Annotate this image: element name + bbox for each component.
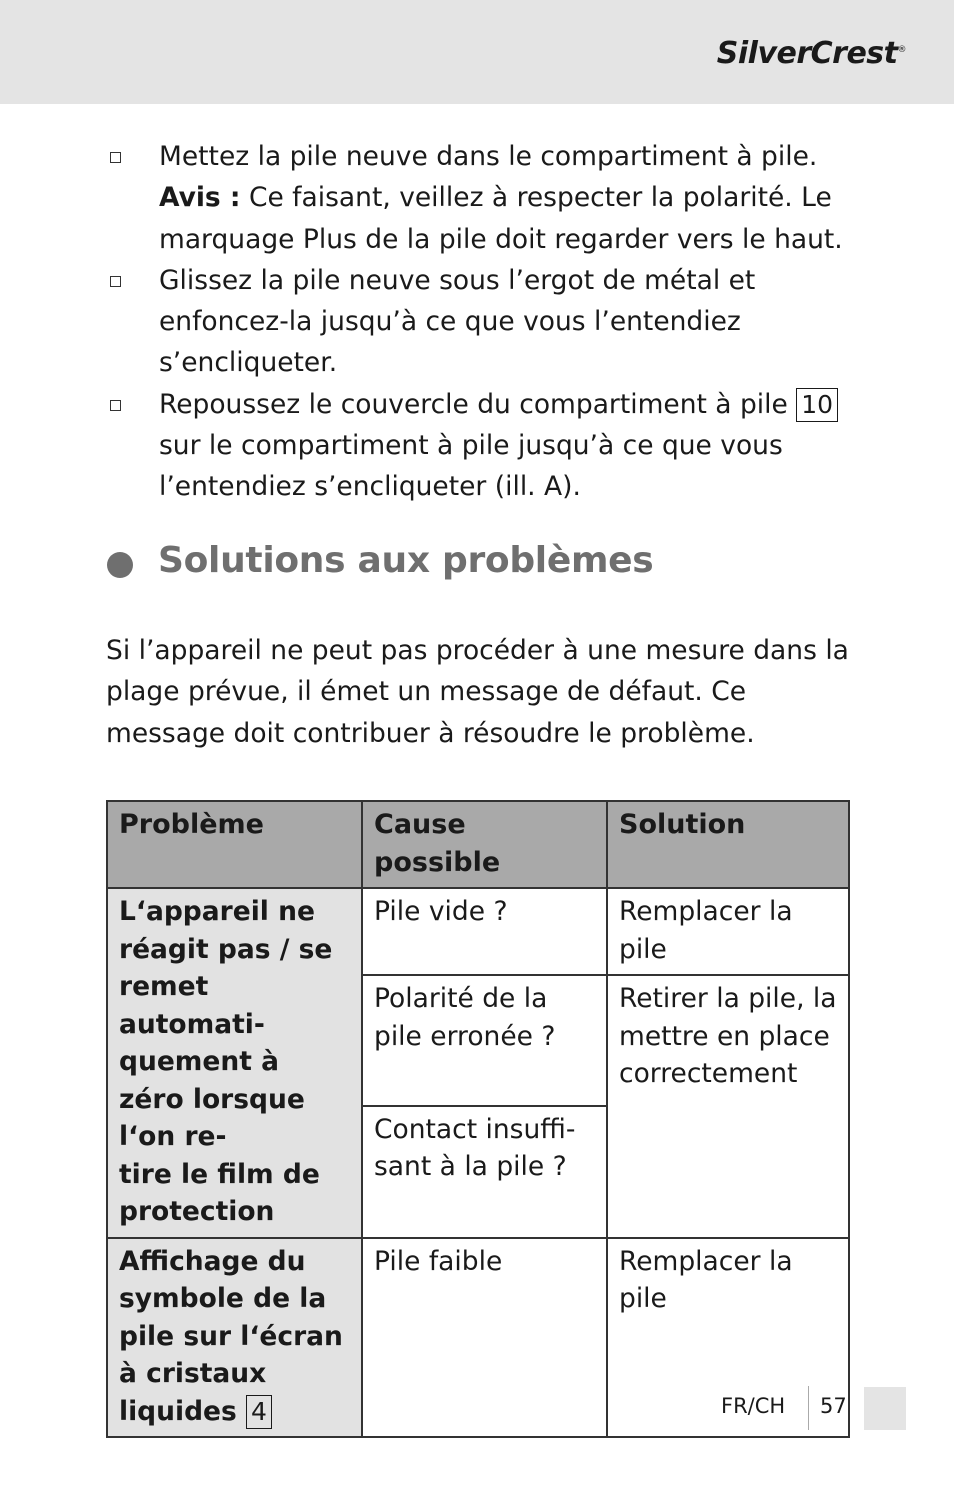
list-item: Repoussez le couvercle du compartiment à pile 10 sur le compartiment à pile jusqu’à ce que vous l’entendiez s’encliqueter (ill. A). xyxy=(106,384,866,508)
checkbox-bullet-icon xyxy=(110,276,121,287)
checkbox-bullet-icon xyxy=(110,400,121,411)
table-header-row xyxy=(107,801,849,888)
solution-cell: Remplacer la pile xyxy=(607,1238,849,1438)
section-title: Solutions aux problèmes xyxy=(158,540,654,581)
header-solution: Solution xyxy=(607,801,849,888)
problem-cell: L‘appareil ne réagit pas / se remet automati- quement à zéro lorsque l‘on re- tire le film de protection xyxy=(107,888,362,1238)
list-item: Glissez la pile neuve sous l’ergot de métal et enfoncez-la jusqu’à ce que vous l’entendiez s’encliqueter. xyxy=(106,260,866,384)
table-row xyxy=(107,888,849,975)
solution-cell: Retirer la pile, la mettre en place correctement xyxy=(607,975,849,1238)
page-header xyxy=(0,0,954,104)
cause-cell: Contact insuffi- sant à la pile ? xyxy=(362,1106,607,1238)
brand-logo: SilverCrest® xyxy=(716,36,906,71)
cause-cell: Polarité de la pile erronée ? xyxy=(362,975,607,1106)
note-label: Avis : xyxy=(159,182,241,214)
page-number: 57 xyxy=(820,1394,847,1418)
troubleshooting-table xyxy=(106,800,850,1438)
part-reference: 10 xyxy=(796,388,838,422)
header-cause: Cause possible xyxy=(362,801,607,888)
footer-tab-marker xyxy=(864,1387,906,1430)
instruction-list xyxy=(106,136,866,508)
footer-divider xyxy=(808,1386,809,1430)
section-bullet-icon xyxy=(107,552,133,578)
cause-cell: Pile faible xyxy=(362,1238,607,1438)
checkbox-bullet-icon xyxy=(110,152,121,163)
part-reference: 4 xyxy=(246,1395,272,1429)
problem-cell: Affichage du symbole de la pile sur l‘écran à cristaux liquides 4 xyxy=(107,1238,362,1438)
header-problem: Problème xyxy=(107,801,362,888)
footer-language: FR/CH xyxy=(721,1394,786,1418)
solution-cell: Remplacer la pile xyxy=(607,888,849,975)
section-intro: Si l’appareil ne peut pas procéder à une mesure dans la plage prévue, il émet un message de défaut. Ce message doit contribuer à résoudre le problème. xyxy=(106,635,849,749)
cause-cell: Pile vide ? xyxy=(362,888,607,975)
list-item: Mettez la pile neuve dans le compartiment à pile. Avis : Ce faisant, veillez à respecter la polarité. Le marquage Plus de la pile doit regarder vers le haut. xyxy=(106,136,866,260)
